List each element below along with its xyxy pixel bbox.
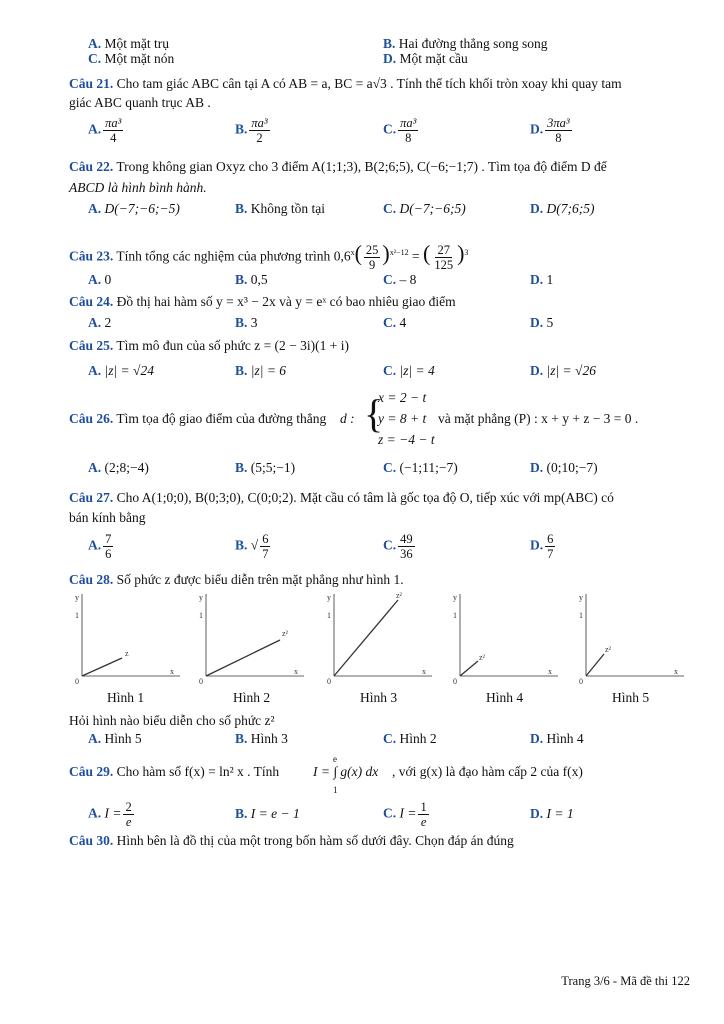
q22-option-d: D. D(7;6;5) xyxy=(530,201,595,216)
prev-option-b: B. Hai đường thẳng song song xyxy=(383,36,548,51)
q29-option-d: D. I = 1 xyxy=(530,806,574,821)
q24-option-d: D. 5 xyxy=(530,315,554,330)
q25-option-c: C. |z| = 4 xyxy=(383,363,435,378)
fig3-y-label: y xyxy=(327,593,331,602)
q29-option-a: A. I = $\frac{2}{e}$ xyxy=(88,800,132,829)
q28-option-d: D. Hình 4 xyxy=(530,731,584,746)
fig1-x-label: x xyxy=(170,667,174,676)
q27-text: Câu 27. Cho A(1;0;0), B(0;3;0), C(0;0;2). Mặt cầu có tâm là gốc tọa độ O, tiếp xúc với mp(ABC) có xyxy=(69,490,614,505)
q26-text: Câu 26. Tìm tọa độ giao điểm của đường thẳng xyxy=(69,411,327,426)
q23-option-b: B. 0,5 xyxy=(235,272,268,287)
q22-text: Câu 22. Trong không gian Oxyz cho 3 điểm A(1;1;3), B(2;6;5), C(−6;−1;7) . Tìm tọa độ điểm D để xyxy=(69,159,607,174)
fig5-origin: 0 xyxy=(579,677,583,686)
q28-figures xyxy=(70,588,690,690)
q27-option-d: D. $\frac{6}{7}$ xyxy=(530,532,554,561)
q21-option-b: B. $\frac{\text{πa³}}{2}$ xyxy=(235,116,268,145)
q29-integral: I = ∫ g(x) dx xyxy=(313,764,379,779)
fig4-y-one: 1 xyxy=(453,611,457,620)
fig2-z2-label: z² xyxy=(282,629,288,638)
q24-option-b: B. 3 xyxy=(235,315,258,330)
q24-option-c: C. 4 xyxy=(383,315,407,330)
fig3-origin: 0 xyxy=(327,677,331,686)
q29-text-2: , với g(x) là đạo hàm cấp 2 của f(x) xyxy=(392,764,583,779)
q21-option-a: A. $\frac{\text{πa³}}{4}$ xyxy=(88,116,122,145)
figure-5 xyxy=(579,593,684,686)
q26-option-a: A. (2;8;−4) xyxy=(88,460,149,475)
q26-system-3: z = −4 − t xyxy=(378,432,435,447)
q22-option-b: B. Không tồn tại xyxy=(235,201,326,216)
q21-option-d: D. $\frac{\text{3πa³}}{8}$ xyxy=(530,116,570,145)
q27-option-b: B. √ $\frac{6}{7}$ xyxy=(235,532,269,561)
page-footer: Trang 3/6 - Mã đề thi 122 xyxy=(561,974,690,988)
q26-system-2: y = 8 + t xyxy=(378,411,427,426)
q23-option-c: C. – 8 xyxy=(383,272,417,287)
q27-text-2: bán kính bằng xyxy=(69,510,146,525)
fig3-y-one: 1 xyxy=(327,611,331,620)
q26-line-label: d : xyxy=(340,411,355,426)
q26-option-d: D. (0;10;−7) xyxy=(530,460,598,475)
q23-text: Câu 23. Tính tổng các nghiệm của phương trình 0,6$^x$( $\frac{25}{9}$ )$^{x^2-12}$ = ( $\frac{27}{125}$ )$^3$ xyxy=(69,240,469,272)
fig3-x-label: x xyxy=(422,667,426,676)
q22-option-c: C. D(−7;−6;5) xyxy=(383,201,466,216)
q25-option-b: B. |z| = 6 xyxy=(235,363,287,378)
q23-option-a: A. 0 xyxy=(88,272,112,287)
fig1-z-label: z xyxy=(125,649,129,658)
fig3-z2-label: z² xyxy=(396,591,402,600)
q24-text: Câu 24. Đồ thị hai hàm số y = x³ − 2x và y = eˣ có bao nhiêu giao điểm xyxy=(69,294,456,309)
fig1-y-label: y xyxy=(75,593,79,602)
q29-lower: 1 xyxy=(333,785,338,795)
q29-option-b: B. I = e − 1 xyxy=(235,806,300,821)
q28-option-c: C. Hình 2 xyxy=(383,731,437,746)
prev-option-a: A. Một mặt trụ xyxy=(88,36,169,51)
caption-3: Hình 3 xyxy=(360,690,398,705)
caption-5: Hình 5 xyxy=(612,690,650,705)
fig1-origin: 0 xyxy=(75,677,79,686)
q29-upper: e xyxy=(333,754,337,764)
q23-option-d: D. 1 xyxy=(530,272,554,287)
fig5-z2-label: z² xyxy=(605,645,611,654)
fig4-origin: 0 xyxy=(453,677,457,686)
q28-option-a: A. Hình 5 xyxy=(88,731,142,746)
caption-1: Hình 1 xyxy=(107,690,145,705)
q28-text: Câu 28. Số phức z được biểu diễn trên mặt phẳng như hình 1. xyxy=(69,572,404,587)
q29-text: Câu 29. Cho hàm số f(x) = ln² x . Tính xyxy=(69,764,280,779)
fig5-y-label: y xyxy=(579,593,583,602)
fig2-x-label: x xyxy=(294,667,298,676)
q28-option-b: B. Hình 3 xyxy=(235,731,288,746)
q29-option-c: C. I = $\frac{1}{e}$ xyxy=(383,800,427,829)
q26-option-b: B. (5;5;−1) xyxy=(235,460,296,475)
q21-text-2: giác ABC quanh trục AB . xyxy=(69,95,211,110)
fig5-x-label: x xyxy=(674,667,678,676)
fig1-y-one: 1 xyxy=(75,611,79,620)
q27-option-c: C. $\frac{49}{36}$ xyxy=(383,532,413,561)
figure-3 xyxy=(327,591,432,686)
figure-4 xyxy=(453,593,558,686)
q25-text: Câu 25. Tìm mô đun của số phức z = (2 − 3i)(1 + i) xyxy=(69,338,350,353)
fig4-y-label: y xyxy=(453,593,457,602)
caption-2: Hình 2 xyxy=(233,690,271,705)
prev-option-c: C. Một mặt nón xyxy=(88,51,175,66)
figure-1 xyxy=(75,593,180,686)
fig2-y-label: y xyxy=(199,593,203,602)
fig2-origin: 0 xyxy=(199,677,203,686)
q25-option-a: A. |z| = √24 xyxy=(88,363,154,378)
fig5-y-one: 1 xyxy=(579,611,583,620)
q30-text: Câu 30. Hình bên là đồ thị của một trong bốn hàm số dưới đây. Chọn đáp án đúng xyxy=(69,833,514,848)
q26-brace: { xyxy=(364,391,384,436)
q27-option-a: A. $\frac{7}{6}$ xyxy=(88,532,112,561)
figure-2 xyxy=(199,593,304,686)
prev-option-d: D. Một mặt cầu xyxy=(383,51,468,66)
q28-question: Hỏi hình nào biểu diễn cho số phức z² xyxy=(69,713,275,728)
caption-4: Hình 4 xyxy=(486,690,524,705)
fig4-x-label: x xyxy=(548,667,552,676)
q21-text: Câu 21. Cho tam giác ABC cân tại A có AB = a, BC = a√3 . Tính thể tích khối tròn xoay khi quay tam xyxy=(69,76,622,91)
q21-option-c: C. $\frac{\text{πa³}}{8}$ xyxy=(383,116,417,145)
fig4-z2-label: z² xyxy=(479,653,485,662)
q25-option-d: D. |z| = √26 xyxy=(530,363,596,378)
q22-text-2: ABCD là hình bình hành. xyxy=(69,180,207,195)
q26-system-1: x = 2 − t xyxy=(378,390,427,405)
q26-text-2: và mặt phẳng (P) : x + y + z − 3 = 0 . xyxy=(438,411,639,426)
q24-option-a: A. 2 xyxy=(88,315,112,330)
q22-option-a: A. D(−7;−6;−5) xyxy=(88,201,180,216)
q26-option-c: C. (−1;11;−7) xyxy=(383,460,458,475)
fig2-y-one: 1 xyxy=(199,611,203,620)
